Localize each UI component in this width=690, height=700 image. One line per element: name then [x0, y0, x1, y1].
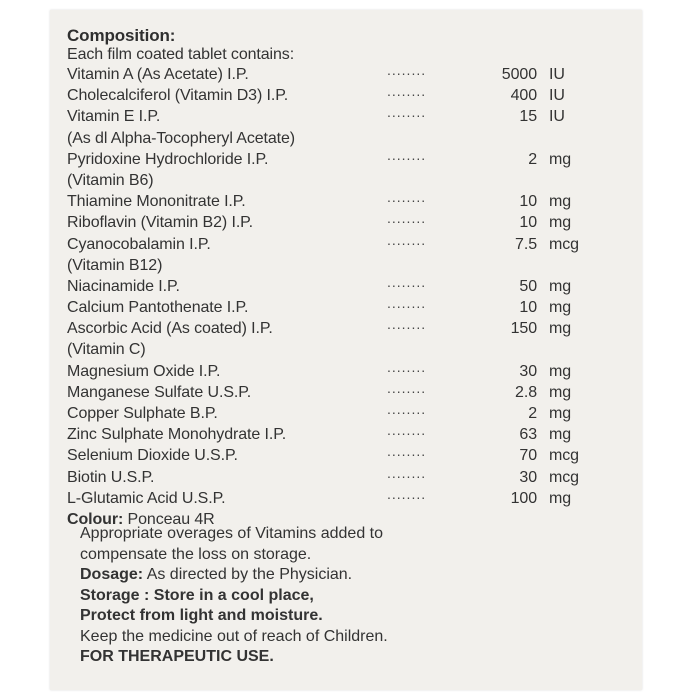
keep-away-line: Keep the medicine out of reach of Children.: [80, 627, 388, 645]
ingredient-name: Riboflavin (Vitamin B2) I.P.: [67, 214, 254, 232]
ingredient-name: Vitamin A (As Acetate) I.P.: [67, 66, 249, 83]
overages-line-2: compensate the loss on storage.: [80, 545, 312, 563]
composition-row: [67, 424, 627, 445]
ingredient-name: Calcium Pantothenate I.P.: [67, 299, 249, 317]
leader-dots: ........: [387, 273, 427, 290]
ingredient-amount: 2: [528, 405, 537, 422]
colour-label: Colour:: [67, 510, 124, 528]
ingredient-name: Magnesium Oxide I.P.: [67, 362, 221, 380]
ingredient-unit: IU: [549, 108, 565, 126]
ingredient-name: Ascorbic Acid (As coated) I.P.: [67, 320, 273, 338]
therapeutic-use-line: FOR THERAPEUTIC USE.: [80, 648, 274, 665]
storage-line: [80, 586, 620, 607]
ingredient-amount: 30: [519, 468, 537, 486]
ingredient-amount: 70: [519, 447, 537, 465]
composition-row: [67, 231, 627, 255]
dosage-value: As directed by the Physician.: [143, 566, 353, 583]
ingredient-name: Manganese Sulfate U.S.P.: [67, 383, 252, 401]
composition-row: [67, 146, 627, 170]
ingredient-amount: 10: [519, 214, 537, 232]
ingredient-unit: mg: [549, 320, 572, 338]
composition-section: [67, 26, 627, 530]
dosage-label: Dosage:: [80, 566, 144, 583]
protect-line: Protect from light and moisture.: [80, 607, 323, 624]
leader-dots: ........: [387, 464, 427, 481]
ingredient-name: (As dl Alpha-Tocopheryl Acetate): [67, 129, 296, 147]
composition-row: [67, 318, 627, 339]
composition-heading: Composition:: [67, 26, 176, 45]
ingredient-name: (Vitamin B12): [67, 256, 163, 274]
leader-dots: ........: [387, 146, 427, 163]
ingredient-name: Zinc Sulphate Monohydrate I.P.: [67, 426, 287, 444]
ingredient-name: Biotin U.S.P.: [67, 468, 155, 486]
ingredient-amount: 10: [519, 299, 537, 317]
ingredient-amount: 63: [519, 426, 537, 444]
ingredient-name: Copper Sulphate B.P.: [67, 405, 218, 422]
ingredient-unit: mg: [549, 489, 572, 507]
leader-dots: ........: [387, 422, 427, 439]
composition-row: [67, 85, 627, 106]
ingredient-amount: 2: [528, 150, 537, 168]
ingredient-name: Selenium Dioxide U.S.P.: [67, 447, 238, 465]
ingredient-unit: mcg: [549, 468, 579, 486]
leader-dots: ........: [387, 379, 427, 396]
leader-dots: ........: [387, 210, 427, 227]
dosage-line: [80, 565, 620, 586]
ingredient-name: L-Glutamic Acid U.S.P.: [67, 489, 226, 507]
composition-row: [67, 191, 627, 212]
ingredient-amount: 2.8: [515, 383, 537, 401]
composition-row: [67, 379, 627, 403]
ingredient-name: Niacinamide I.P.: [67, 277, 180, 295]
leader-dots: ........: [387, 189, 427, 206]
composition-intro: Each film coated tablet contains:: [67, 46, 295, 63]
ingredient-unit: IU: [549, 87, 565, 105]
ingredient-amount: 30: [519, 362, 537, 380]
ingredient-amount: 15: [519, 108, 537, 126]
ingredient-unit: mg: [549, 150, 572, 168]
leader-dots: ........: [387, 358, 427, 375]
composition-row: [67, 170, 627, 191]
ingredient-amount: 7.5: [515, 235, 537, 253]
composition-row: [67, 358, 627, 382]
notes-section: [80, 524, 620, 668]
leader-dots: ........: [387, 316, 427, 333]
ingredient-name: Cholecalciferol (Vitamin D3) I.P.: [67, 87, 289, 105]
medicine-label-panel: [50, 10, 642, 690]
ingredient-name: (Vitamin B6): [67, 171, 154, 189]
storage-label: Storage :: [80, 586, 154, 604]
composition-row: [67, 485, 627, 509]
leader-dots: ........: [387, 443, 427, 460]
ingredient-unit: mg: [549, 214, 572, 232]
composition-row: [67, 255, 627, 276]
ingredient-unit: mcg: [549, 447, 579, 465]
leader-dots: ........: [387, 401, 427, 417]
leader-dots: ........: [387, 83, 427, 100]
ingredient-unit: mcg: [549, 235, 579, 253]
ingredient-unit: mg: [549, 277, 572, 295]
ingredient-name: Pyridoxine Hydrochloride I.P.: [67, 150, 269, 168]
ingredient-unit: mg: [549, 426, 572, 444]
composition-row: [67, 106, 627, 127]
ingredient-amount: 150: [510, 320, 537, 338]
colour-value: Ponceau 4R: [123, 510, 215, 528]
leader-dots: ........: [387, 485, 427, 502]
ingredient-unit: mg: [549, 299, 572, 317]
ingredient-unit: mg: [549, 383, 572, 401]
leader-dots: ........: [387, 295, 427, 312]
composition-row: [67, 128, 627, 149]
ingredient-amount: 400: [510, 87, 537, 105]
ingredient-unit: mg: [549, 193, 572, 211]
ingredient-unit: IU: [549, 66, 565, 83]
ingredient-name: Cyanocobalamin I.P.: [67, 235, 211, 253]
composition-row: [67, 464, 627, 488]
composition-row: [67, 445, 627, 466]
leader-dots: ........: [387, 104, 427, 121]
composition-row: [67, 273, 627, 297]
composition-row: [67, 297, 627, 318]
leader-dots: ........: [387, 231, 427, 248]
ingredient-name: Vitamin E I.P.: [67, 108, 161, 126]
ingredient-amount: 10: [519, 193, 537, 211]
composition-row: [67, 64, 627, 85]
overages-line-1: Appropriate overages of Vitamins added to: [80, 525, 384, 542]
ingredient-name: Thiamine Mononitrate I.P.: [67, 193, 246, 211]
composition-row: [67, 339, 627, 360]
composition-table: [67, 64, 627, 509]
ingredient-unit: mg: [549, 362, 572, 380]
leader-dots: ........: [387, 62, 427, 78]
ingredient-amount: 5000: [501, 66, 537, 83]
composition-row: [67, 212, 627, 233]
ingredient-amount: 100: [510, 489, 537, 507]
ingredient-amount: 50: [519, 277, 537, 295]
storage-value: Store in a cool place,: [153, 586, 314, 604]
composition-row: [67, 403, 627, 424]
ingredient-name: (Vitamin C): [67, 341, 146, 359]
ingredient-unit: mg: [549, 405, 572, 422]
